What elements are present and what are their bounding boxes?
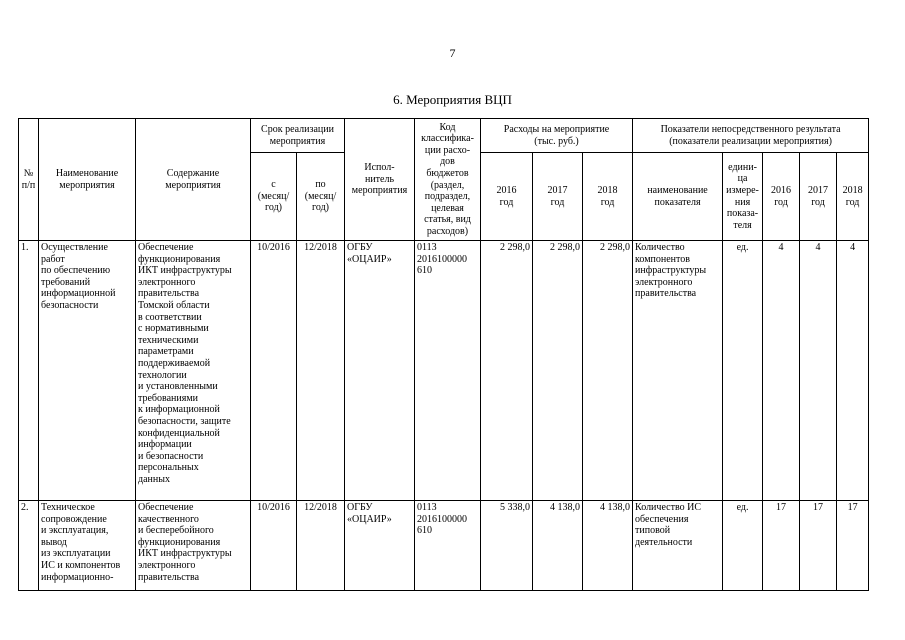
row-unit: ед. (723, 241, 763, 501)
row-num: 1. (19, 241, 39, 501)
row-exp-2018: 2 298,0 (583, 241, 633, 501)
header-term-to: по (месяц/ год) (297, 153, 345, 241)
row-term-from: 10/2016 (251, 241, 297, 501)
row-name: Техническое сопровождение и эксплуатация, вывод из эксплуатации ИС и компонентов информационно- (39, 501, 136, 591)
row-exp-2017: 4 138,0 (533, 501, 583, 591)
header-num: № п/п (19, 119, 39, 241)
row-ind-2016: 4 (763, 241, 800, 501)
row-name: Осуществление работ по обеспечению требований информационной безопасности (39, 241, 136, 501)
row-unit: ед. (723, 501, 763, 591)
header-expenses-group: Расходы на мероприятие (тыс. руб.) (481, 119, 633, 153)
header-ind-2018: 2018 год (837, 153, 869, 241)
header-exp-2018: 2018 год (583, 153, 633, 241)
row-term-to: 12/2018 (297, 501, 345, 591)
row-exp-2017: 2 298,0 (533, 241, 583, 501)
row-term-from: 10/2016 (251, 501, 297, 591)
row-ind-2017: 17 (800, 501, 837, 591)
table-row (19, 241, 869, 501)
row-ind-2018: 4 (837, 241, 869, 501)
row-term-to: 12/2018 (297, 241, 345, 501)
header-unit: едини- ца измере- ния показа- теля (723, 153, 763, 241)
page-number: 7 (449, 46, 456, 60)
header-name: Наименование мероприятия (39, 119, 136, 241)
row-code: 0113 2016100000 610 (415, 241, 481, 501)
table-row (19, 501, 869, 591)
row-exp-2016: 5 338,0 (481, 501, 533, 591)
header-content: Содержание мероприятия (136, 119, 251, 241)
row-ind-2017: 4 (800, 241, 837, 501)
row-num: 2. (19, 501, 39, 591)
row-content: Обеспечение качественного и бесперебойного функционирования ИКТ инфраструктуры электронного правительства (136, 501, 251, 591)
row-executor: ОГБУ «ОЦАИР» (345, 241, 415, 501)
activities-table (18, 118, 869, 591)
row-indicator: Количество ИС обеспечения типовой деятельности (633, 501, 723, 591)
header-indicator-name: наименование показателя (633, 153, 723, 241)
header-ind-2017: 2017 год (800, 153, 837, 241)
row-ind-2016: 17 (763, 501, 800, 591)
row-code: 0113 2016100000 610 (415, 501, 481, 591)
header-code: Код классифика- ции расхо- дов бюджетов (раздел, подраздел, целевая статья, вид расходов) (415, 119, 481, 241)
header-ind-2016: 2016 год (763, 153, 800, 241)
row-indicator: Количество компонентов инфраструктуры электронного правительства (633, 241, 723, 501)
header-exp-2016: 2016 год (481, 153, 533, 241)
row-exp-2016: 2 298,0 (481, 241, 533, 501)
row-executor: ОГБУ «ОЦАИР» (345, 501, 415, 591)
header-exp-2017: 2017 год (533, 153, 583, 241)
row-content: Обеспечение функционирования ИКТ инфраструктуры электронного правительства Томской области в соответствии с нормативными техническими параметрами поддерживаемой технологии и установленными требованиями к информационной безопасности, защите конфиденциальной информации и безопасности персональных данных (136, 241, 251, 501)
header-indicators-group: Показатели непосредственного результата (показатели реализации мероприятия) (633, 119, 869, 153)
header-executor: Испол- нитель мероприятия (345, 119, 415, 241)
row-exp-2018: 4 138,0 (583, 501, 633, 591)
section-title: 6. Мероприятия ВЦП (393, 92, 512, 107)
row-ind-2018: 17 (837, 501, 869, 591)
header-term-group: Срок реализации мероприятия (251, 119, 345, 153)
header-term-from: с (месяц/ год) (251, 153, 297, 241)
